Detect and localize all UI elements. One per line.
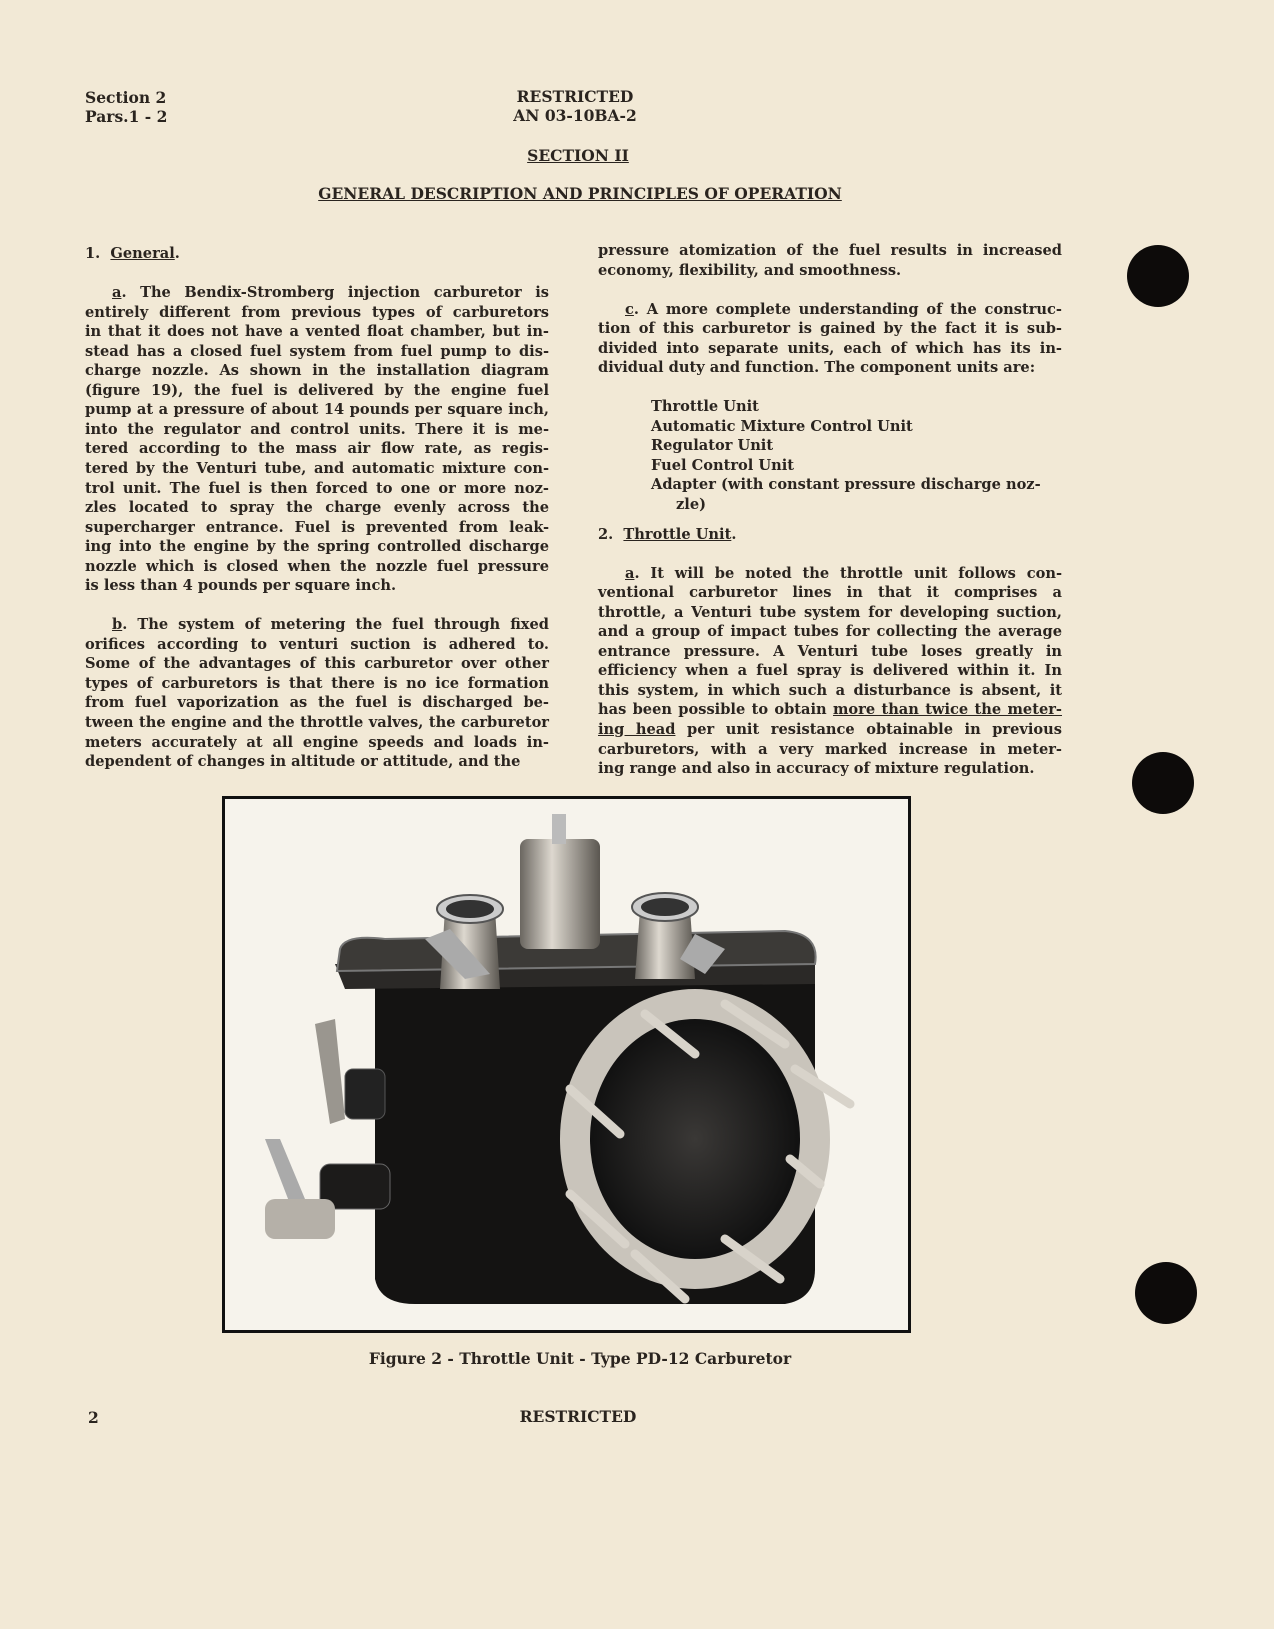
text-line: nozzle which is closed when the nozzle fuel pressure [85,557,549,575]
text-line: entrance pressure. A Venturi tube loses greatly in [598,642,1062,660]
page-number: 2 [88,1408,99,1427]
text-line: b. The system of metering the fuel through fixed [112,616,549,634]
text-line: Regulator Unit [651,437,774,455]
classification-footer: RESTRICTED [519,1407,637,1426]
text-line: Automatic Mixture Control Unit [651,417,913,435]
page-title: GENERAL DESCRIPTION AND PRINCIPLES OF OPERATION [318,184,842,203]
text-line: (figure 19), the fuel is delivered by the engine fuel [85,381,549,399]
text-line: stead has a closed fuel system from fuel pump to dis- [85,342,549,360]
text-line: Fuel Control Unit [651,456,794,474]
text-line: tween the engine and the throttle valves, the carburetor [85,714,549,732]
text-line: tered according to the mass air flow rate, as regis- [85,440,549,458]
document-number: AN 03-10BA-2 [513,106,637,125]
text-line: ing range and also in accuracy of mixture regulation. [598,760,1035,778]
carburetor-illustration [225,799,908,1330]
text-line: ventional carburetor lines in that it comprises a [598,584,1062,602]
text-line: Some of the advantages of this carburetor over other [85,655,549,673]
figure-caption: Figure 2 - Throttle Unit - Type PD-12 Carburetor [368,1349,792,1368]
heading-throttle-unit: 2. Throttle Unit. [598,525,737,543]
text-line: orifices according to venturi suction is adhered to. [85,635,549,653]
text-line: throttle, a Venturi tube system for developing suction, [598,603,1062,621]
paragraph-label: c [625,300,634,318]
text-line: tered by the Venturi tube, and automatic mixture con- [85,459,549,477]
text-line: and a group of impact tubes for collecting the average [598,623,1062,641]
text-line: tion of this carburetor is gained by the fact it is sub- [598,320,1062,338]
text-line: zles located to spray the charge evenly across the [85,499,549,517]
text-line: meters accurately at all engine speeds and loads in- [85,733,549,751]
paragraph-a-general [85,283,549,596]
text-line: efficiency when a fuel spray is delivered within it. In [598,662,1062,680]
text-line: dividual duty and function. The component units are: [598,359,1036,377]
text-line: types of carburetors is that there is no ice formation [85,674,549,692]
text-line: a. It will be noted the throttle unit follows con- [625,564,1062,582]
text-line: zle) [676,496,707,514]
figure-throttle-unit-photo [222,796,911,1333]
text-line: is less than 4 pounds per square inch. [85,577,397,595]
component-units-list [598,397,1062,514]
text-line: supercharger entrance. Fuel is prevented from leak- [85,518,549,536]
binder-hole [1132,752,1194,814]
paragraph-label: b [112,616,123,634]
heading-general: 1. General. [85,245,180,262]
binder-hole [1135,1262,1197,1324]
text-line: has been possible to obtain more than twice the meter- [598,701,1062,719]
paragraphs-label: Pars.1 - 2 [85,107,168,126]
text-line: from fuel vaporization as the fuel is discharged be- [85,694,549,712]
section-title: SECTION II [527,146,629,165]
text-line: economy, flexibility, and smoothness. [598,261,902,279]
left-column [85,244,549,772]
right-column [598,241,1062,779]
text-line: a. The Bendix-Stromberg injection carburetor is [112,284,549,302]
text-line: c. A more complete understanding of the construc- [625,300,1062,318]
paragraph-label: a [112,284,122,302]
text-line: entirely different from previous types of carburetors [85,303,549,321]
text-line: pump at a pressure of about 14 pounds per square inch, [85,401,549,419]
text-line: divided into separate units, each of which has its in- [598,339,1062,357]
paragraph-b-general [85,615,549,771]
text-line: Adapter (with constant pressure discharge noz- [651,476,1041,494]
paragraph-b-continuation [598,241,1062,280]
underlined-phrase: ing head [598,720,676,738]
section-label: Section 2 [85,88,167,107]
binder-hole [1127,245,1189,307]
classification-header: RESTRICTED [516,87,634,106]
text-line: pressure atomization of the fuel results in increased [598,242,1062,259]
paragraph-c-general [598,300,1062,378]
text-line: ing into the engine by the spring controlled discharge [85,538,549,556]
text-line: trol unit. The fuel is then forced to one or more noz- [85,479,549,497]
text-line: ing head per unit resistance obtainable in previous [598,720,1062,738]
paragraph-a-throttle [598,564,1062,779]
paragraph-label: a [625,564,635,582]
text-line: charge nozzle. As shown in the installation diagram [85,362,549,380]
text-line: Throttle Unit [651,398,759,416]
text-line: carburetors, with a very marked increase in meter- [598,740,1062,758]
text-line: into the regulator and control units. There it is me- [85,420,549,438]
text-line: this system, in which such a disturbance is absent, it [598,681,1062,699]
text-line: in that it does not have a vented float chamber, but in- [85,323,549,341]
text-line: dependent of changes in altitude or attitude, and the [85,753,521,771]
underlined-phrase: more than twice the meter- [832,701,1062,719]
